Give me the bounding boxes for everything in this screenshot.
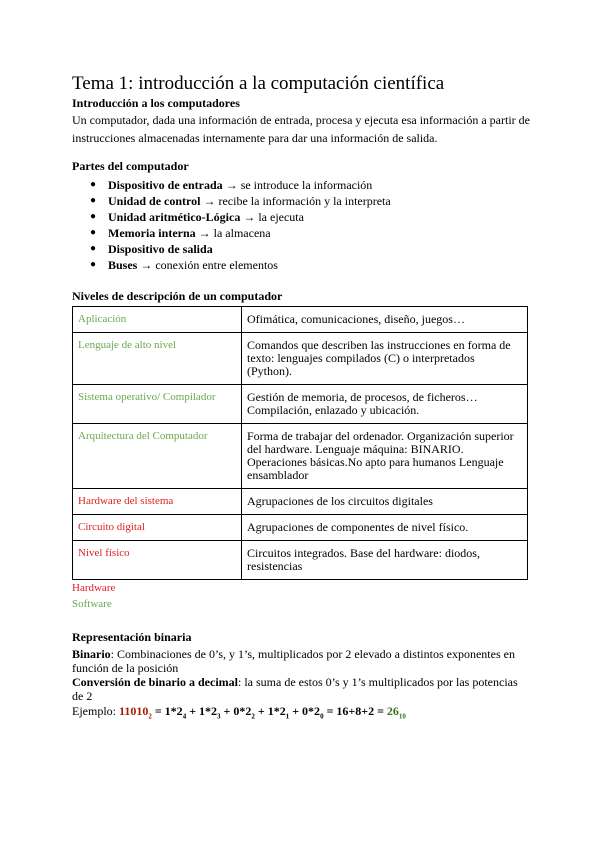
bullet-icon: ●	[90, 259, 97, 270]
binaria-heading: Representación binaria	[72, 630, 192, 644]
desc-cell: Agrupaciones de componentes de nivel físico.	[242, 515, 528, 541]
level-cell: Circuito digital	[73, 515, 242, 541]
list-item: ● Dispositivo de salida	[90, 242, 213, 256]
table-row	[73, 307, 528, 333]
level-cell: Sistema operativo/ Compilador	[73, 385, 242, 424]
list-item: ● Dispositivo de entrada → se introduce la información	[90, 178, 373, 192]
desc-cell: Ofimática, comunicaciones, diseño, juegos…	[242, 307, 528, 333]
level-cell: Hardware del sistema	[73, 489, 242, 515]
bullet-icon: ●	[90, 227, 97, 238]
table-row	[73, 489, 528, 515]
desc-cell: Forma de trabajar del ordenador. Organización superior del hardware. Lenguaje máquina: BINARIO. Operaciones básicas.No apto para humanos Lenguaje ensamblador	[242, 424, 528, 489]
example-line: Ejemplo: $11010_2 = 1*2_4 + 1*2_3 + 0*2_2 + 1*2_1 + 0*2_0 = 16+8+2 = 26_{10}$	[72, 704, 406, 721]
conversion-definition: Conversión de binario a decimal: la suma de estos 0’s y 1’s multiplicados por las potencias de 2	[72, 675, 518, 703]
level-cell: Aplicación	[73, 307, 242, 333]
list-item: ● Unidad aritmético-Lógica → la ejecuta	[90, 210, 304, 224]
niveles-heading: Niveles de descripción de un computador	[72, 289, 283, 303]
list-item: ● Buses → conexión entre elementos	[90, 258, 278, 272]
partes-list	[72, 177, 530, 273]
niveles-table	[72, 306, 528, 580]
legend-software: Software	[72, 598, 112, 610]
intro-text: Un computador, dada una información de entrada, procesa y ejecuta esa información a partir de instrucciones almacenadas internamente para dar una información de salida.	[72, 113, 530, 145]
bullet-icon: ●	[90, 243, 97, 254]
desc-cell: Agrupaciones de los circuitos digitales	[242, 489, 528, 515]
partes-heading: Partes del computador	[72, 159, 189, 173]
level-cell: Nivel físico	[73, 541, 242, 580]
list-item: ● Unidad de control → recibe la información y la interpreta	[90, 194, 391, 208]
table-row	[73, 333, 528, 385]
table-row	[73, 385, 528, 424]
binario-definition: Binario: Combinaciones de 0’s, y 1’s, multiplicados por 2 elevado a distintos exponentes en función de la posición	[72, 647, 515, 675]
document-page	[72, 72, 530, 724]
level-cell: Arquitectura del Computador	[73, 424, 242, 489]
list-item: ● Memoria interna → la almacena	[90, 226, 271, 240]
legend-hardware: Hardware	[72, 582, 116, 594]
bullet-icon: ●	[90, 211, 97, 222]
desc-cell: Comandos que describen las instrucciones en forma de texto: lenguajes compilados (C) o interpretados (Python).	[242, 333, 528, 385]
bullet-icon: ●	[90, 179, 97, 190]
table-row	[73, 541, 528, 580]
desc-cell: Gestión de memoria, de procesos, de ficheros… Compilación, enlazado y ubicación.	[242, 385, 528, 424]
bullet-icon: ●	[90, 195, 97, 206]
page-title: Tema 1: introducción a la computación científica	[72, 73, 445, 94]
desc-cell: Circuitos integrados. Base del hardware: diodos, resistencias	[242, 541, 528, 580]
intro-heading: Introducción a los computadores	[72, 96, 240, 110]
level-cell: Lenguaje de alto nivel	[73, 333, 242, 385]
table-row	[73, 424, 528, 489]
table-row	[73, 515, 528, 541]
